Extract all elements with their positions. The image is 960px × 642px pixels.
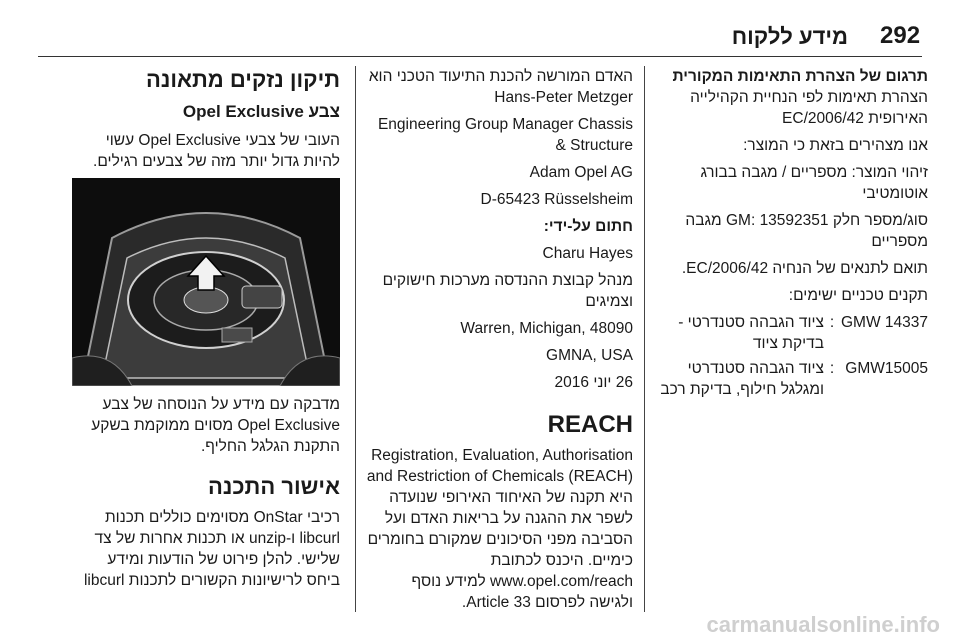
repair-heading: תיקון נזקים מתאונה <box>145 67 340 92</box>
repair-column <box>72 66 340 591</box>
signatory-name: Charu Hayes <box>542 245 633 262</box>
standard-colon: : <box>829 360 835 377</box>
standards-label: תקנים טכניים ישימים: <box>788 287 928 304</box>
signatory-org: GMNA, USA <box>546 347 633 364</box>
standard-code: GMW15005 <box>845 360 928 377</box>
signatory-column <box>365 66 633 613</box>
declaration-column <box>650 66 928 400</box>
product-identification: זיהוי המוצר: מספריים / מגבה בבורג אוטומטיבי <box>700 164 928 202</box>
signatory-role: מנהל קבוצת ההנדסה מערכות חישוקים וצמיגים <box>382 272 633 310</box>
standard-description: ציוד הגבהה סטנדרטי ומגלגל חילוף, בדיקת רכב <box>660 360 824 398</box>
photo-caption: מדבקה עם מידע על הנוסחה של צבע Opel Exclusive מסוים ממוקמת בשקע התקנת הגלגל החליף. <box>91 396 340 455</box>
standard-description: ציוד הגבהה סטנדרטי - בדיקת ציוד <box>678 314 824 352</box>
spare-wheel-well-photo <box>72 178 340 386</box>
column-divider-right <box>644 66 645 612</box>
company-address: D-65423 Rüsselsheim <box>480 191 633 208</box>
authorized-person-label: האדם המורשה להכנת התיעוד הטכני הוא <box>368 68 633 85</box>
page-header <box>0 0 960 52</box>
part-number: סוג/מספר חלק GM: 13592351 מגבה מספריים <box>685 212 928 250</box>
page-title: מידע ללקוח <box>731 24 848 49</box>
column-divider-left <box>355 66 356 612</box>
signatory-city: Warren, Michigan, 48090 <box>460 320 633 337</box>
declaration-heading: תרגום של הצהרת התאימות המקורית <box>672 68 928 85</box>
standard-code: GMW 14337 <box>840 314 928 331</box>
standard-row <box>650 358 928 400</box>
standard-row <box>650 312 928 354</box>
signature-date: 26 יוני 2016 <box>554 374 633 391</box>
site-watermark: carmanualsonline.info <box>706 612 940 637</box>
reach-heading: REACH <box>547 411 633 438</box>
standard-colon: : <box>829 314 835 331</box>
paint-paragraph: העובי של צבעי Opel Exclusive עשוי להיות גדול יותר מזה של צבעים רגילים. <box>93 132 340 170</box>
declaration-statement: אנו מצהירים בזאת כי המוצר: <box>743 137 928 154</box>
header-rule <box>38 56 922 57</box>
software-heading: אישור התכנה <box>208 474 340 499</box>
declaration-intro: הצהרת תאימות לפי הנחיית הקהילייה האירופית 2006/42/EC <box>690 89 928 127</box>
authorized-person-name: Hans-Peter Metzger <box>494 89 633 106</box>
reach-text: Registration, Evaluation, Authorisation and Restriction of Chemicals (REACH) היא תקנה של האיחוד האירופי שנועדה לשפר את ההגנה על בריאות האדם ועל הסביבה מפני הסיכונים שמקורם בחומרים כימיים. היכנס לכתובת www.opel.com/reach למידע נוסף ולגישה לפרסום Article 33. <box>366 447 633 611</box>
paint-subheading: צבע Opel Exclusive <box>182 102 340 121</box>
conformity-statement: תואם לתנאים של הנחיה 2006/42/EC. <box>681 260 928 277</box>
software-paragraph: רכיבי OnStar מסוימים כוללים תכנות libcurl ו-unzip או תכנות אחרות של צד שלישי. להלן פירוט של הודעות ומידע ביחס לרישיונות הקשורים לתכנות libcurl <box>83 509 340 589</box>
company-name: Adam Opel AG <box>529 164 633 181</box>
authorized-person-role: Engineering Group Manager Chassis & Structure <box>377 116 633 154</box>
signed-by-label: חתום על-ידי: <box>543 218 633 235</box>
page-number: 292 <box>880 22 921 49</box>
